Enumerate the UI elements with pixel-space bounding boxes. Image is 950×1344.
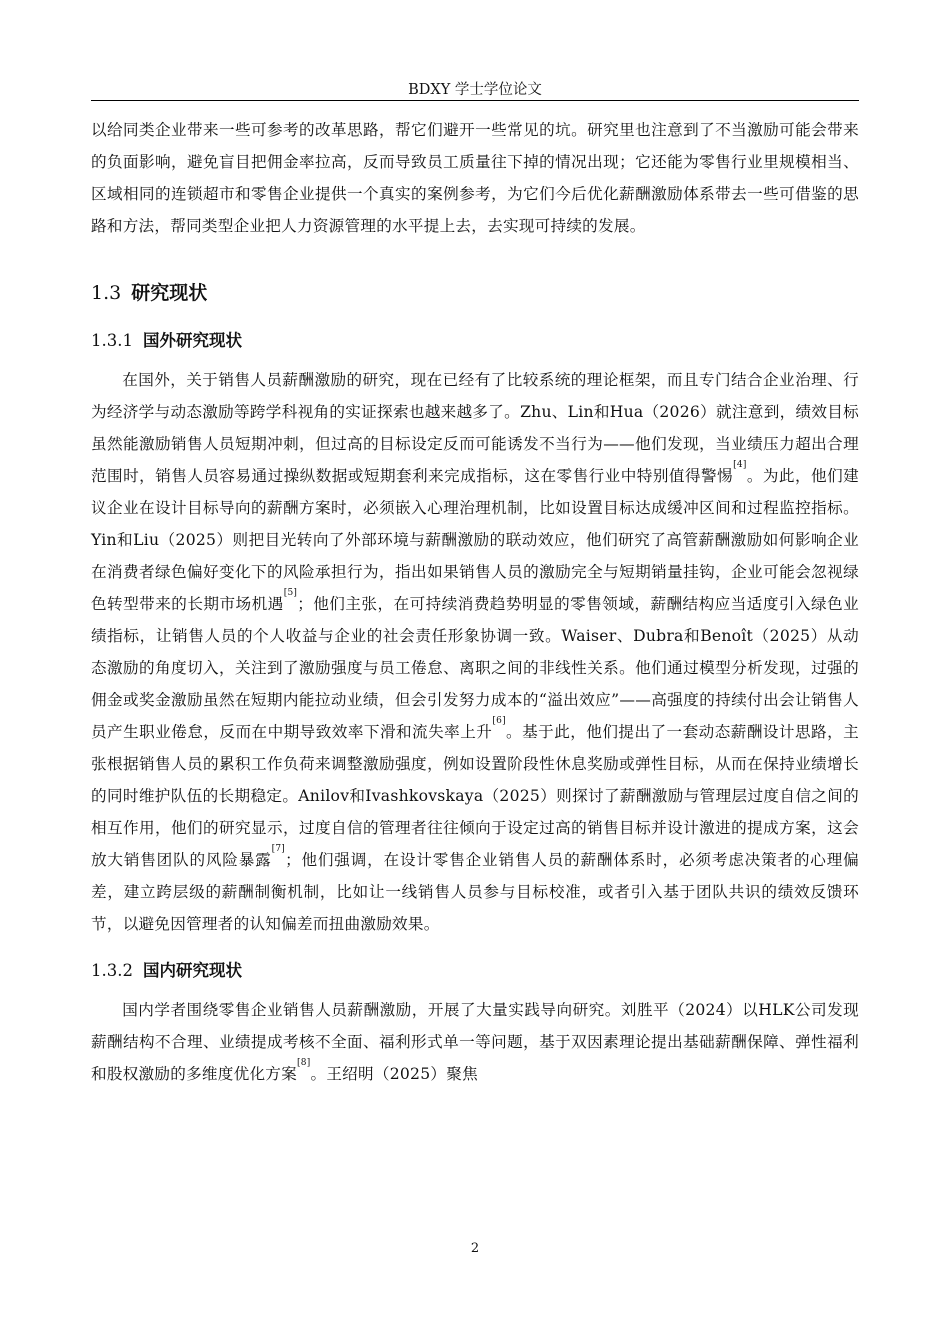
subsection-number: 1.3.2 xyxy=(91,961,133,980)
subsection-heading-1-3-1 xyxy=(91,326,859,356)
subsection-heading-1-3-2 xyxy=(91,956,859,986)
text-run: 在国外，关于销售人员薪酬激励的研究，现在已经有了比较系统的理论框架，而且专门结合企业治理、行为经济学与动态激励等跨学科视角的实证探索也越来越多了。Zhu、Lin和Hua（2026）就注意到，绩效目标虽然能激励销售人员短期冲刺，但过高的目标设定反而可能诱发不当行为——他们发现，当业绩压力超出合理范围时，销售人员容易通过操纵数据或短期套利来完成指标，这在零售行业中特别值得警惕 xyxy=(91,371,859,485)
citation-8: [8] xyxy=(296,1058,311,1068)
domestic-research-paragraph xyxy=(91,994,859,1090)
citation-5: [5] xyxy=(283,588,298,598)
foreign-research-paragraph xyxy=(91,364,859,940)
subsection-title: 国外研究现状 xyxy=(142,331,242,350)
section-number: 1.3 xyxy=(91,282,122,304)
citation-6: [6] xyxy=(492,716,506,726)
subsection-title: 国内研究现状 xyxy=(142,961,242,980)
text-run: ；他们强调，在设计零售企业销售人员的薪酬体系时，必须考虑决策者的心理偏差，建立跨层级的薪酬制衡机制，比如让一线销售人员参与目标校准，或者引入基于团队共识的绩效反馈环节，以避免因管理者的认知偏差而扭曲激励效果。 xyxy=(91,851,859,933)
text-run: 国内学者围绕零售企业销售人员薪酬激励，开展了大量实践导向研究。刘胜平（2024）以HLK公司发现薪酬结构不合理、业绩提成考核不全面、福利形式单一等问题，基于双因素理论提出基础薪酬保障、弹性福利和股权激励的多维度优化方案 xyxy=(91,1001,859,1083)
citation-4: [4] xyxy=(733,460,747,470)
subsection-number: 1.3.1 xyxy=(91,331,133,350)
text-run: ；他们主张，在可持续消费趋势明显的零售领域，薪酬结构应当适度引入绿色业绩指标，让销售人员的个人收益与企业的社会责任形象协调一致。Waiser、Dubra和Benoît（2025）从动态激励的角度切入，关注到了激励强度与员工倦怠、离职之间的非线性关系。他们通过模型分析发现，过强的佣金或奖金激励虽然在短期内能拉动业绩，但会引发努力成本的“溢出效应”——高强度的持续付出会让销售人员产生职业倦怠，反而在中期导致效率下滑和流失率上升 xyxy=(91,595,859,741)
text-run: 。为此，他们建议企业在设计目标导向的薪酬方案时，必须嵌入心理治理机制，比如设置目标达成缓冲区间和过程监控指标。Yin和Liu（2025）则把目光转向了外部环境与薪酬激励的联动效应，他们研究了高管薪酬激励如何影响企业在消费者绿色偏好变化下的风险承担行为，指出如果销售人员的激励完全与短期销量挂钩，企业可能会忽视绿色转型带来的长期市场机遇 xyxy=(91,467,859,613)
section-title: 研究现状 xyxy=(131,282,208,304)
citation-7: [7] xyxy=(271,844,286,854)
page-number: 2 xyxy=(470,1241,480,1256)
page-body xyxy=(91,114,859,1090)
section-heading-1-3 xyxy=(91,278,859,308)
intro-paragraph: 以给同类企业带来一些可参考的改革思路，帮它们避开一些常见的坑。研究里也注意到了不当激励可能会带来的负面影响，避免盲目把佣金率拉高，反而导致员工质量往下掉的情况出现；它还能为零售行业里规模相当、区域相同的连锁超市和零售企业提供一个真实的案例参考，为它们今后优化薪酬激励体系带去一些可借鉴的思路和方法，帮同类型企业把人力资源管理的水平提上去，去实现可持续的发展。 xyxy=(91,121,859,235)
text-run: 。王绍明（2025）聚焦 xyxy=(310,1065,478,1083)
running-header: BDXY 学士学位论文 xyxy=(91,80,859,101)
text-run: 。基于此，他们提出了一套动态薪酬设计思路，主张根据销售人员的累积工作负荷来调整激励强度，例如设置阶段性休息奖励或弹性目标，从而在保持业绩增长的同时维护队伍的长期稳定。Anilov和Ivashkovskaya（2025）则探讨了薪酬激励与管理层过度自信之间的相互作用，他们的研究显示，过度自信的管理者往往倾向于设定过高的销售目标并设计激进的提成方案，这会放大销售团队的风险暴露 xyxy=(91,723,859,869)
